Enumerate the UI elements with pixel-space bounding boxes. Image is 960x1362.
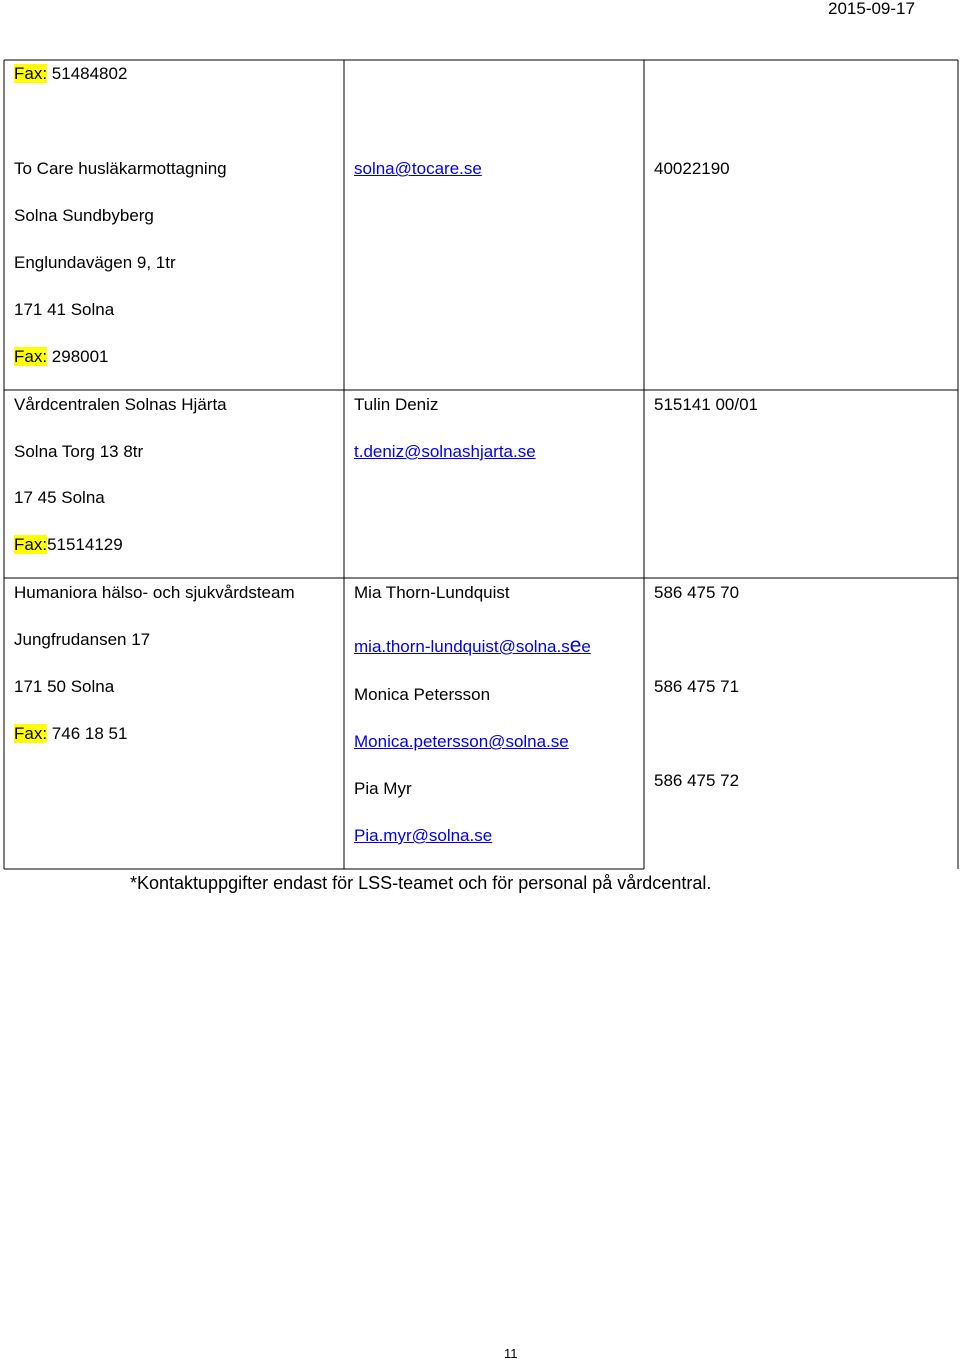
fax-value: 746 18 51 [47,724,128,743]
clinic-street: Jungfrudansen 17 [14,630,151,649]
clinic-city: 171 41 Solna [14,300,115,319]
email-text: mia.thorn-lundquist@solna.s [354,637,570,656]
contact-email-link[interactable]: t.deniz@solnashjarta.se [354,442,536,461]
clinic-area: Solna Sundbyberg [14,206,154,225]
page-number: 11 [504,1346,518,1361]
clinic-fax [14,535,123,555]
contact-name: Pia Myr [354,779,412,798]
fax-value: 298001 [47,347,109,366]
clinic-name: Vårdcentralen Solnas Hjärta [14,395,227,414]
contact-phone: 586 475 70 [654,583,740,602]
clinic-city: 171 50 Solna [14,677,115,696]
clinic-street: Solna Torg 13 8tr [14,442,144,461]
contact-email-link[interactable]: Pia.myr@solna.se [354,826,493,845]
contact-name: Monica Petersson [354,685,491,704]
contact-email-link[interactable]: Monica.petersson@solna.se [354,732,569,751]
fax-value: 51514129 [47,535,123,554]
contact-name: Mia Thorn-Lundquist [354,583,510,602]
clinic-phone: 40022190 [654,159,730,178]
email-text-large: e [569,634,582,657]
fax-label: Fax: [14,64,48,83]
fax-label: Fax: [14,724,48,743]
fax-label: Fax: [14,535,48,554]
contact-phone: 586 475 71 [654,677,740,696]
contact-name: Tulin Deniz [354,395,439,414]
fax-label: Fax: [14,347,48,366]
contact-phone: 586 475 72 [654,771,740,790]
clinic-street: Englundavägen 9, 1tr [14,253,176,272]
email-text-tail: e [581,637,591,656]
clinic-city: 17 45 Solna [14,488,105,507]
clinic-name: To Care husläkarmottagning [14,159,227,178]
table-row [14,64,127,84]
clinic-name: Humaniora hälso- och sjukvårdsteam [14,583,295,602]
clinic-fax [14,724,127,744]
footnote: *Kontaktuppgifter endast för LSS-teamet och för personal på vårdcentral. [130,873,712,893]
document-date: 2015-09-17 [828,0,915,18]
clinic-fax [14,347,109,367]
contact-email-link[interactable] [354,636,591,657]
fax-value: 51484802 [47,64,128,83]
clinic-phone: 515141 00/01 [654,395,758,414]
clinic-email-link[interactable]: solna@tocare.se [354,159,482,178]
